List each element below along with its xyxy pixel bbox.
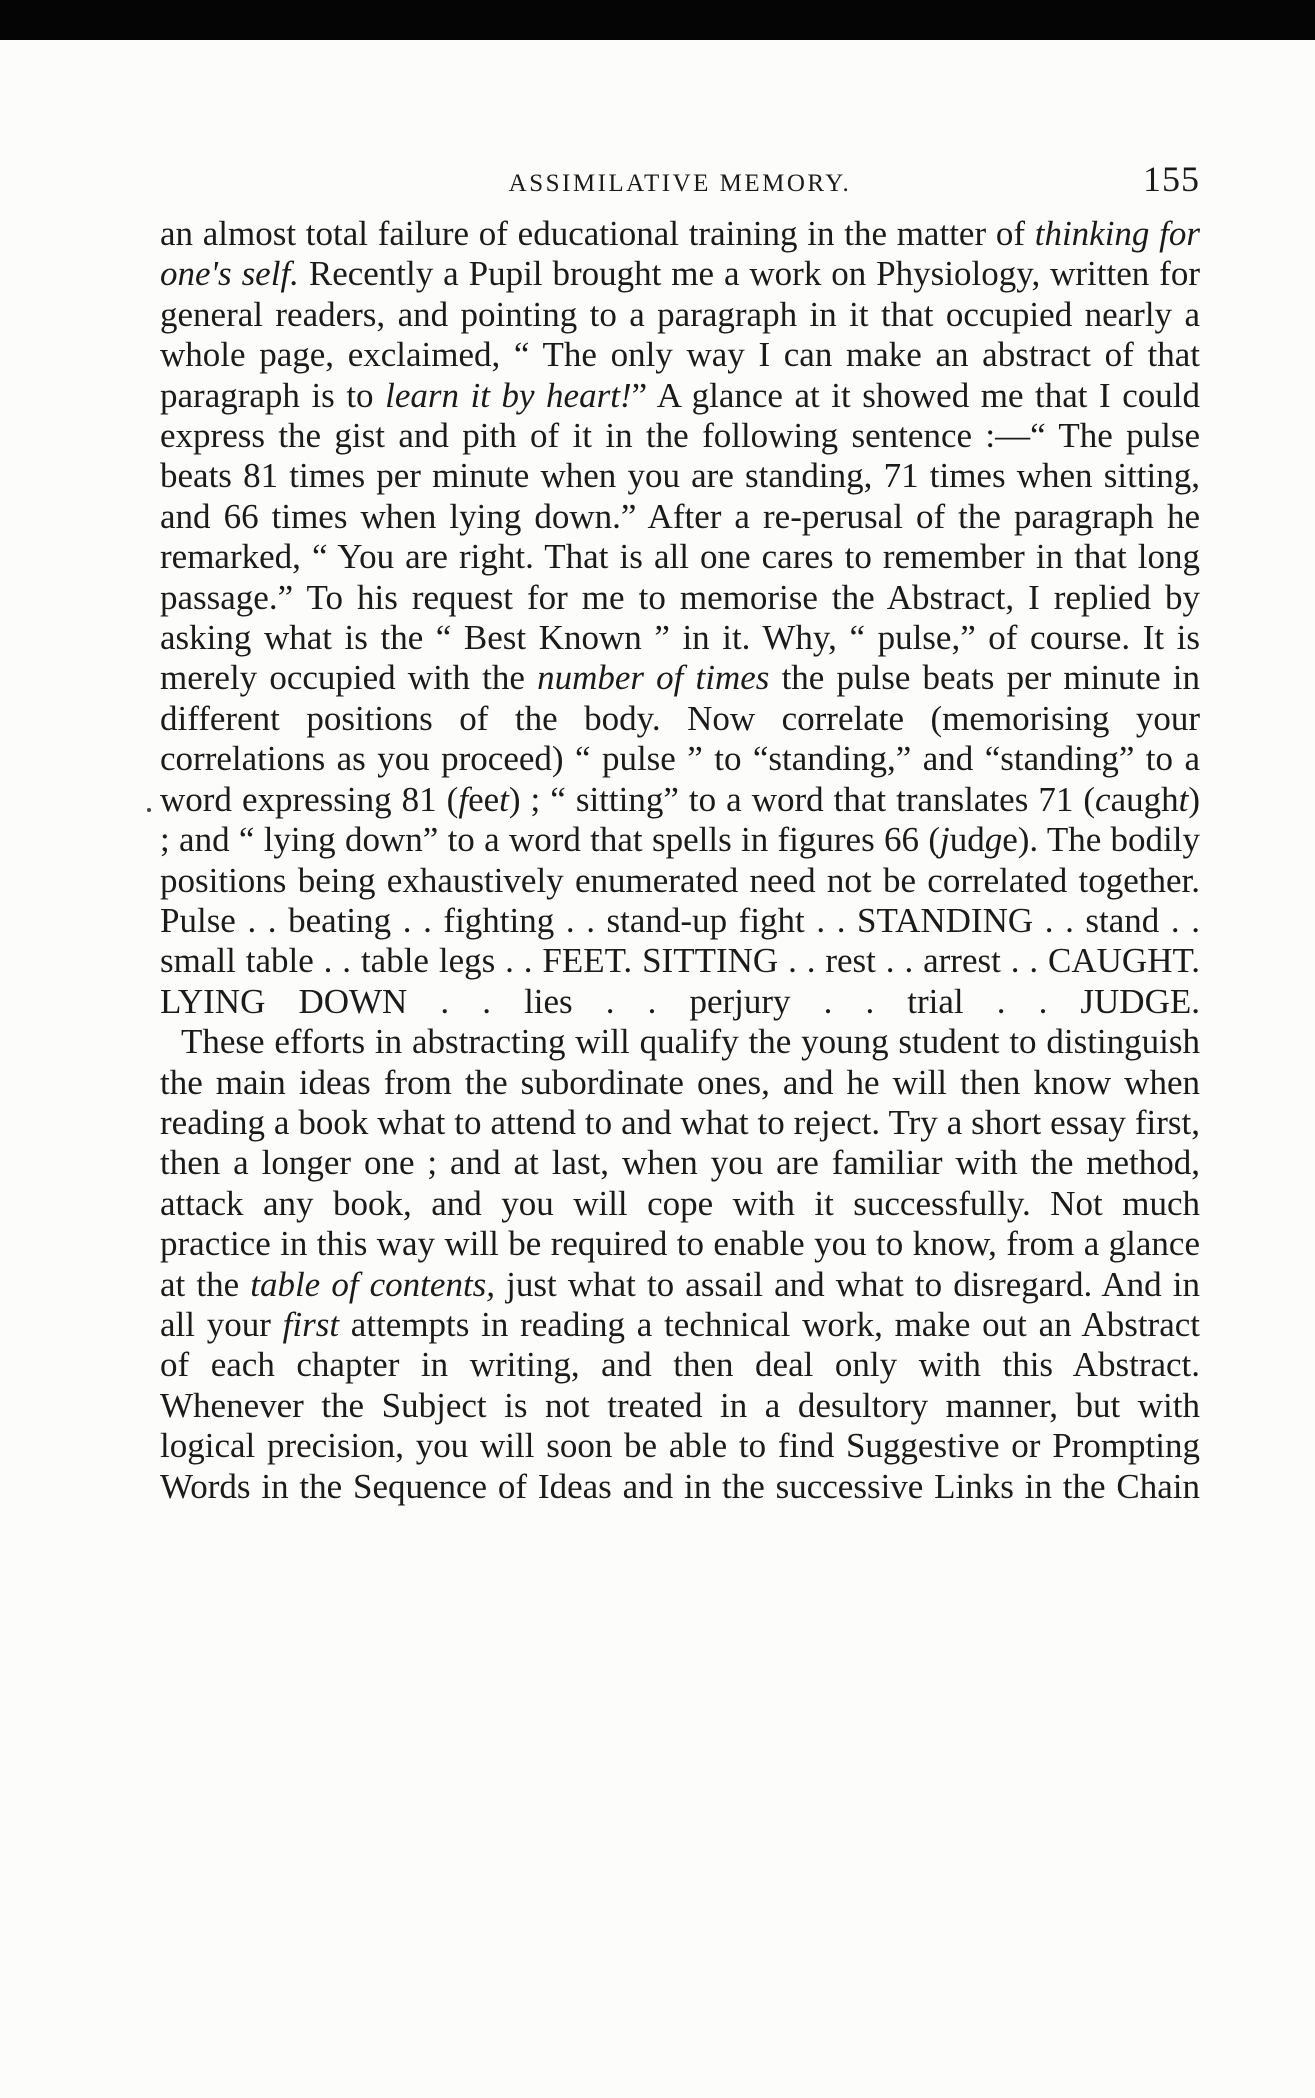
margin-mark xyxy=(147,808,151,812)
italic-text: g xyxy=(984,820,1003,860)
running-title: ASSIMILATIVE MEMORY. xyxy=(508,170,852,197)
italic-text: c xyxy=(1095,779,1111,819)
paragraph-2 xyxy=(160,1022,1200,1507)
text-run: Recently a Pupil brought me a work on Physiology, written for general readers, and pointing to a paragraph in it that occupied nearly a whole page, exclaimed, “ The only way I can make an abstract of that paragraph is to xyxy=(160,254,1200,415)
text-run: ) ; and “ lying down” to a word that spells in figures 66 ( xyxy=(160,779,1200,860)
italic-text: number of times xyxy=(537,658,770,698)
text-run: ud xyxy=(949,820,985,860)
body-text xyxy=(160,214,1200,1507)
paragraph-1 xyxy=(160,214,1200,1022)
text-run: augh xyxy=(1110,779,1179,819)
text-run: just what to assail and what to disregard. And in all your xyxy=(160,1264,1200,1344)
text-run: ) ; “ sitting” to a word that translates 71 ( xyxy=(508,779,1096,819)
text-run: These efforts in abstracting will qualify the young student to distinguish the main ideas from the subordinate ones, and he will then know when reading a book what to attend to and what to reject. Try a short essay first, then a longer one ; and at last, when you are familiar with the method, attack any book, and you will cope with it successfully. Not much practice in this way will be required to enable you to know, from a glance at the xyxy=(160,1022,1200,1304)
text-run: ” A glance at it showed me that I could express the gist and pith of it in the following sentence :—“ The pulse beats 81 times per minute when you are standing, 71 times when sitting, and 66 times when lying down.” After a re-perusal of the paragraph he remarked, “ You are right. That is all one cares to remember in that long passage.” To his request for me to memorise the Abstract, I replied by asking what is the “ Best Known ” in it. Why, “ pulse,” of course. It is merely occupied with the xyxy=(160,375,1200,698)
italic-text: table of contents, xyxy=(250,1264,496,1304)
book-page xyxy=(160,150,1200,1507)
text-run: the pulse beats per minute in different positions of the body. Now correlate (memorising your correlations as you proceed) “ pulse ” to “standing,” and “standing” to a word expressing 81 ( xyxy=(160,658,1200,819)
page-number: 155 xyxy=(1143,159,1200,199)
italic-text: learn it by heart! xyxy=(385,375,632,415)
italic-text: thinking for one's self. xyxy=(160,214,1200,294)
text-run: attempts in reading a technical work, make out an Abstract of each chapter in writing, and then deal only with this Abstract. Whenever the Subject is not treated in a desultory manner, but with logical precision, you will soon be able to find Suggestive or Prompting Words in the Sequence of Ideas and in the successive Links in the Chain xyxy=(160,1304,1200,1506)
running-header xyxy=(160,150,1200,210)
text-run: ee xyxy=(468,779,500,819)
italic-text: j xyxy=(939,820,950,860)
scan-top-border xyxy=(0,0,1315,40)
italic-text: f xyxy=(458,779,469,819)
italic-text: first xyxy=(282,1304,340,1344)
italic-text: t xyxy=(1178,779,1189,819)
text-run: e). The bodily positions being exhaustively enumerated need not be correlated together. Pulse . . beating . . fighting . . stand-up fight . . STANDING . . stand . . small table . . table legs . . FEET. SITTING . . rest . . arrest . . CAUGHT. LYING DOWN . . lies . . perjury . . trial . . JUDGE. xyxy=(160,820,1200,1021)
text-run: an almost total failure of educational training in the matter of xyxy=(160,214,1035,253)
italic-text: t xyxy=(499,779,509,819)
